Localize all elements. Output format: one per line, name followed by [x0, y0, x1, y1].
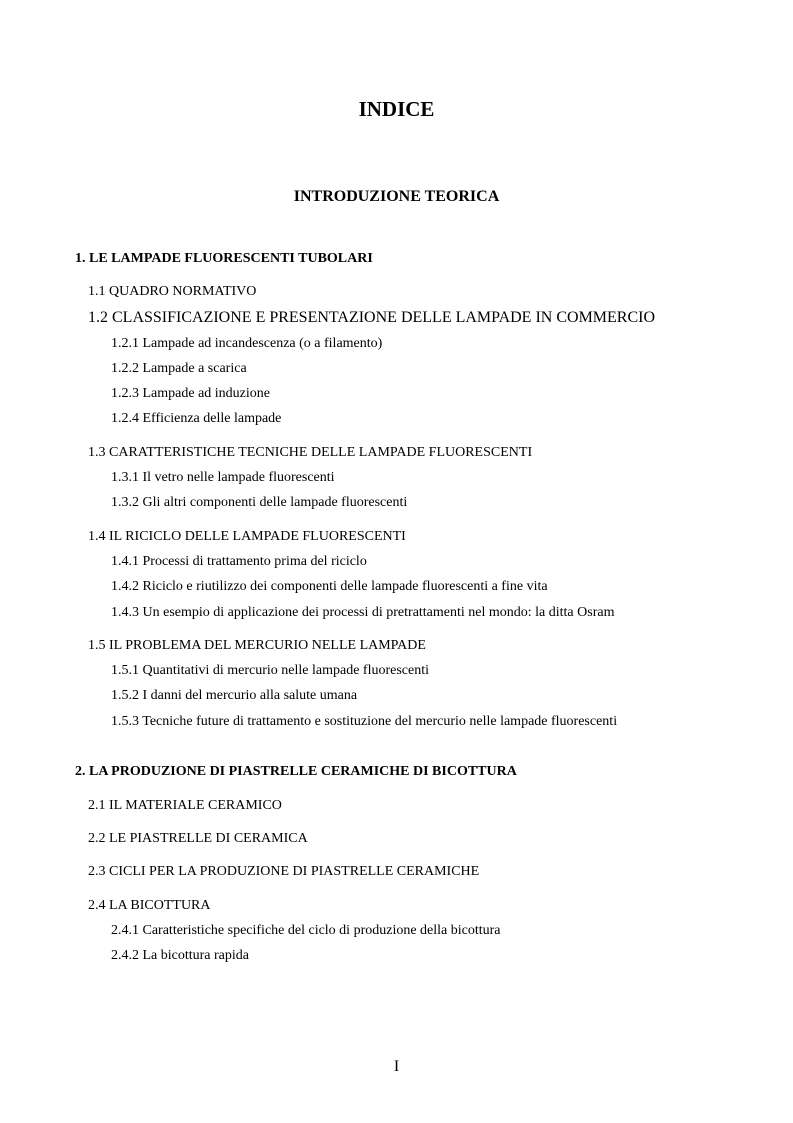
page-number: I [393, 1058, 400, 1075]
toc-chapter-1: 1. LE LAMPADE FLUORESCENTI TUBOLARI [75, 251, 373, 266]
toc-subsection-1-5-3: 1.5.3 Tecniche future di trattamento e sostituzione del mercurio nelle lampade fluorescenti [111, 714, 618, 729]
toc-section-1-3: 1.3 CARATTERISTICHE TECNICHE DELLE LAMPADE FLUORESCENTI [88, 445, 533, 460]
toc-subsection-1-4-1: 1.4.1 Processi di trattamento prima del riciclo [111, 554, 367, 569]
toc-section-1-2: 1.2 CLASSIFICAZIONE E PRESENTAZIONE DELLE LAMPADE IN COMMERCIO [88, 309, 656, 326]
toc-subsection-1-4-2: 1.4.2 Riciclo e riutilizzo dei componenti delle lampade fluorescenti a fine vita [111, 579, 548, 594]
toc-section-2-2: 2.2 LE PIASTRELLE DI CERAMICA [88, 831, 308, 846]
toc-subsection-2-4-2: 2.4.2 La bicottura rapida [111, 948, 250, 963]
toc-section-1-4: 1.4 IL RICICLO DELLE LAMPADE FLUORESCENTI [88, 529, 406, 544]
toc-section-1-5: 1.5 IL PROBLEMA DEL MERCURIO NELLE LAMPADE [88, 638, 426, 653]
toc-section-2-3: 2.3 CICLI PER LA PRODUZIONE DI PIASTRELLE CERAMICHE [88, 864, 480, 879]
toc-subsection-1-2-3: 1.2.3 Lampade ad induzione [111, 386, 271, 401]
toc-subsection-1-5-1: 1.5.1 Quantitativi di mercurio nelle lampade fluorescenti [111, 663, 430, 678]
toc-section-1-1: 1.1 QUADRO NORMATIVO [88, 284, 257, 299]
toc-subsection-1-2-2: 1.2.2 Lampade a scarica [111, 361, 247, 376]
toc-section-2-1: 2.1 IL MATERIALE CERAMICO [88, 798, 282, 813]
section-heading: INTRODUZIONE TEORICA [293, 188, 500, 205]
page-title: INDICE [358, 97, 435, 121]
toc-section-2-4: 2.4 LA BICOTTURA [88, 898, 211, 913]
toc-subsection-1-2-1: 1.2.1 Lampade ad incandescenza (o a filamento) [111, 336, 383, 351]
toc-subsection-1-2-4: 1.2.4 Efficienza delle lampade [111, 411, 282, 426]
toc-subsection-2-4-1: 2.4.1 Caratteristiche specifiche del ciclo di produzione della bicottura [111, 923, 501, 938]
toc-subsection-1-5-2: 1.5.2 I danni del mercurio alla salute umana [111, 688, 358, 703]
toc-subsection-1-3-1: 1.3.1 Il vetro nelle lampade fluorescenti [111, 470, 335, 485]
toc-subsection-1-4-3: 1.4.3 Un esempio di applicazione dei processi di pretrattamenti nel mondo: la ditta Osram [111, 605, 615, 620]
toc-subsection-1-3-2: 1.3.2 Gli altri componenti delle lampade fluorescenti [111, 495, 408, 510]
toc-chapter-2: 2. LA PRODUZIONE DI PIASTRELLE CERAMICHE DI BICOTTURA [75, 764, 517, 779]
